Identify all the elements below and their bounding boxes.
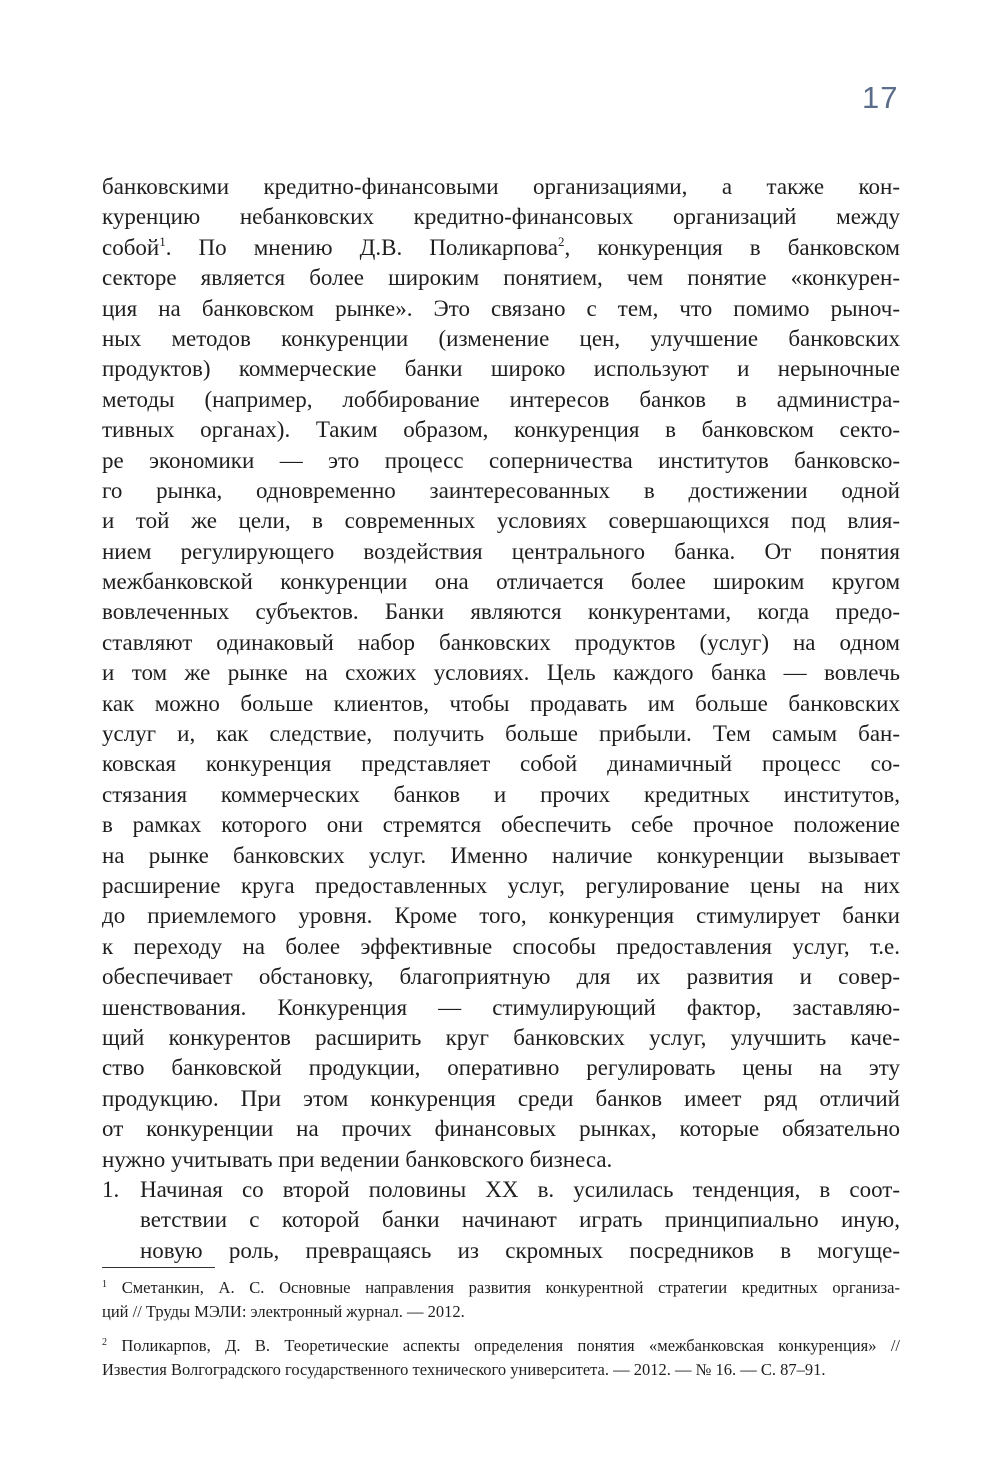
- text-line: в рамках которого они стремятся обеспечить себе прочное положение: [102, 812, 900, 838]
- text-line: секторе является более широким понятием, чем понятие «конкурен-: [102, 265, 900, 291]
- page-number: 17: [862, 80, 899, 115]
- text-line: новую роль, превращаясь из скромных посредников в могуще-: [140, 1237, 900, 1263]
- footnote-line: ций // Труды МЭЛИ: электронный журнал. — 2012.: [102, 1302, 465, 1321]
- text-line: [102, 233, 900, 263]
- text-line: к переходу на более эффективные способы предоставления услуг, т.е.: [102, 933, 900, 959]
- footnote-2: [102, 1334, 900, 1382]
- text-line: ре экономики — это процесс соперничества институтов банковско-: [102, 447, 900, 473]
- footnote-text: Сметанкин, А. С. Основные направления развития конкурентной стратегии кредитных организа-: [121, 1278, 901, 1297]
- footnote-ref-2[interactable]: 2: [558, 233, 565, 249]
- text-line: межбанковской конкуренции она отличается более широким кругом: [102, 569, 900, 595]
- text-line: нием регулирующего воздействия центрального банка. От понятия: [102, 538, 900, 564]
- text-segment: . По мнению Д.В. Поликарпова: [165, 234, 558, 260]
- text-line: шенствования. Конкуренция — стимулирующий фактор, заставляю-: [102, 994, 900, 1020]
- text-line: обеспечивает обстановку, благоприятную для их развития и совер-: [102, 964, 900, 990]
- text-line: щий конкурентов расширить круг банковских услуг, улучшить каче-: [102, 1024, 900, 1050]
- text-line: продукцию. При этом конкуренция среди банков имеет ряд отличий: [102, 1085, 900, 1111]
- text-line: до приемлемого уровня. Кроме того, конкуренция стимулирует банки: [102, 903, 900, 929]
- text-line: на рынке банковских услуг. Именно наличие конкуренции вызывает: [102, 842, 900, 868]
- footnotes: [102, 1276, 900, 1392]
- footnote-ref-1[interactable]: 1: [159, 233, 166, 249]
- text-line: го рынка, одновременно заинтересованных в достижении одной: [102, 477, 900, 503]
- footnote-line: Известия Волгоградского государственного технического университета. — 2012. — № 16. — С. 87–91.: [102, 1360, 826, 1379]
- text-line: как можно больше клиентов, чтобы продавать им больше банковских: [102, 690, 900, 716]
- list-item-1: [102, 1175, 900, 1266]
- footnote-1: [102, 1276, 900, 1324]
- list-number: 1.: [102, 1176, 120, 1202]
- text-line: и том же рынке на схожих условиях. Цель каждого банка — вовлечь: [102, 660, 900, 686]
- text-line: и той же цели, в современных условиях совершающихся под влия-: [102, 508, 900, 534]
- text-line: методы (например, лоббирование интересов банков в администра-: [102, 386, 900, 412]
- text-line: банковскими кредитно-финансовыми организациями, а также кон-: [102, 174, 900, 199]
- text-segment: , конкуренция в банковском: [564, 234, 900, 260]
- footnote-divider: [102, 1267, 215, 1268]
- text-line: нужно учитывать при ведении банковского бизнеса.: [102, 1146, 613, 1172]
- text-line: ветствии с которой банки начинают играть принципиально иную,: [140, 1207, 900, 1233]
- text-segment: собой: [102, 234, 160, 260]
- footnote-text: Поликарпов, Д. В. Теоретические аспекты определения понятия «межбанковская конкуренция» //: [121, 1336, 900, 1355]
- text-line: услуг и, как следствие, получить больше прибыли. Тем самым бан-: [102, 721, 900, 747]
- text-line: от конкуренции на прочих финансовых рынках, которые обязательно: [102, 1116, 900, 1142]
- footnote-marker: 1: [102, 1279, 107, 1290]
- text-line: тивных органах). Таким образом, конкуренция в банковском секто-: [102, 417, 900, 443]
- footnote-line: [102, 1334, 900, 1358]
- body-paragraph: [102, 172, 900, 1266]
- text-line: стязания коммерческих банков и прочих кредитных институтов,: [102, 781, 900, 807]
- text-line: продуктов) коммерческие банки широко используют и нерыночные: [102, 356, 900, 382]
- text-line: ных методов конкуренции (изменение цен, улучшение банковских: [102, 325, 900, 351]
- text-line: Начиная со второй половины XX в. усилилась тенденция, в соот-: [140, 1176, 900, 1202]
- text-line: ция на банковском рынке». Это связано с тем, что помимо рыноч-: [102, 295, 900, 321]
- text-line: ковская конкуренция представляет собой динамичный процесс со-: [102, 751, 900, 777]
- text-line: куренцию небанковских кредитно-финансовых организаций между: [102, 204, 900, 230]
- text-line: ставляют одинаковый набор банковских продуктов (услуг) на одном: [102, 629, 900, 655]
- text-line: расширение круга предоставленных услуг, регулирование цены на них: [102, 872, 900, 898]
- footnote-line: [102, 1276, 900, 1300]
- footnote-marker: 2: [102, 1337, 107, 1348]
- text-line: вовлеченных субъектов. Банки являются конкурентами, когда предо-: [102, 599, 900, 625]
- text-line: ство банковской продукции, оперативно регулировать цены на эту: [102, 1055, 900, 1081]
